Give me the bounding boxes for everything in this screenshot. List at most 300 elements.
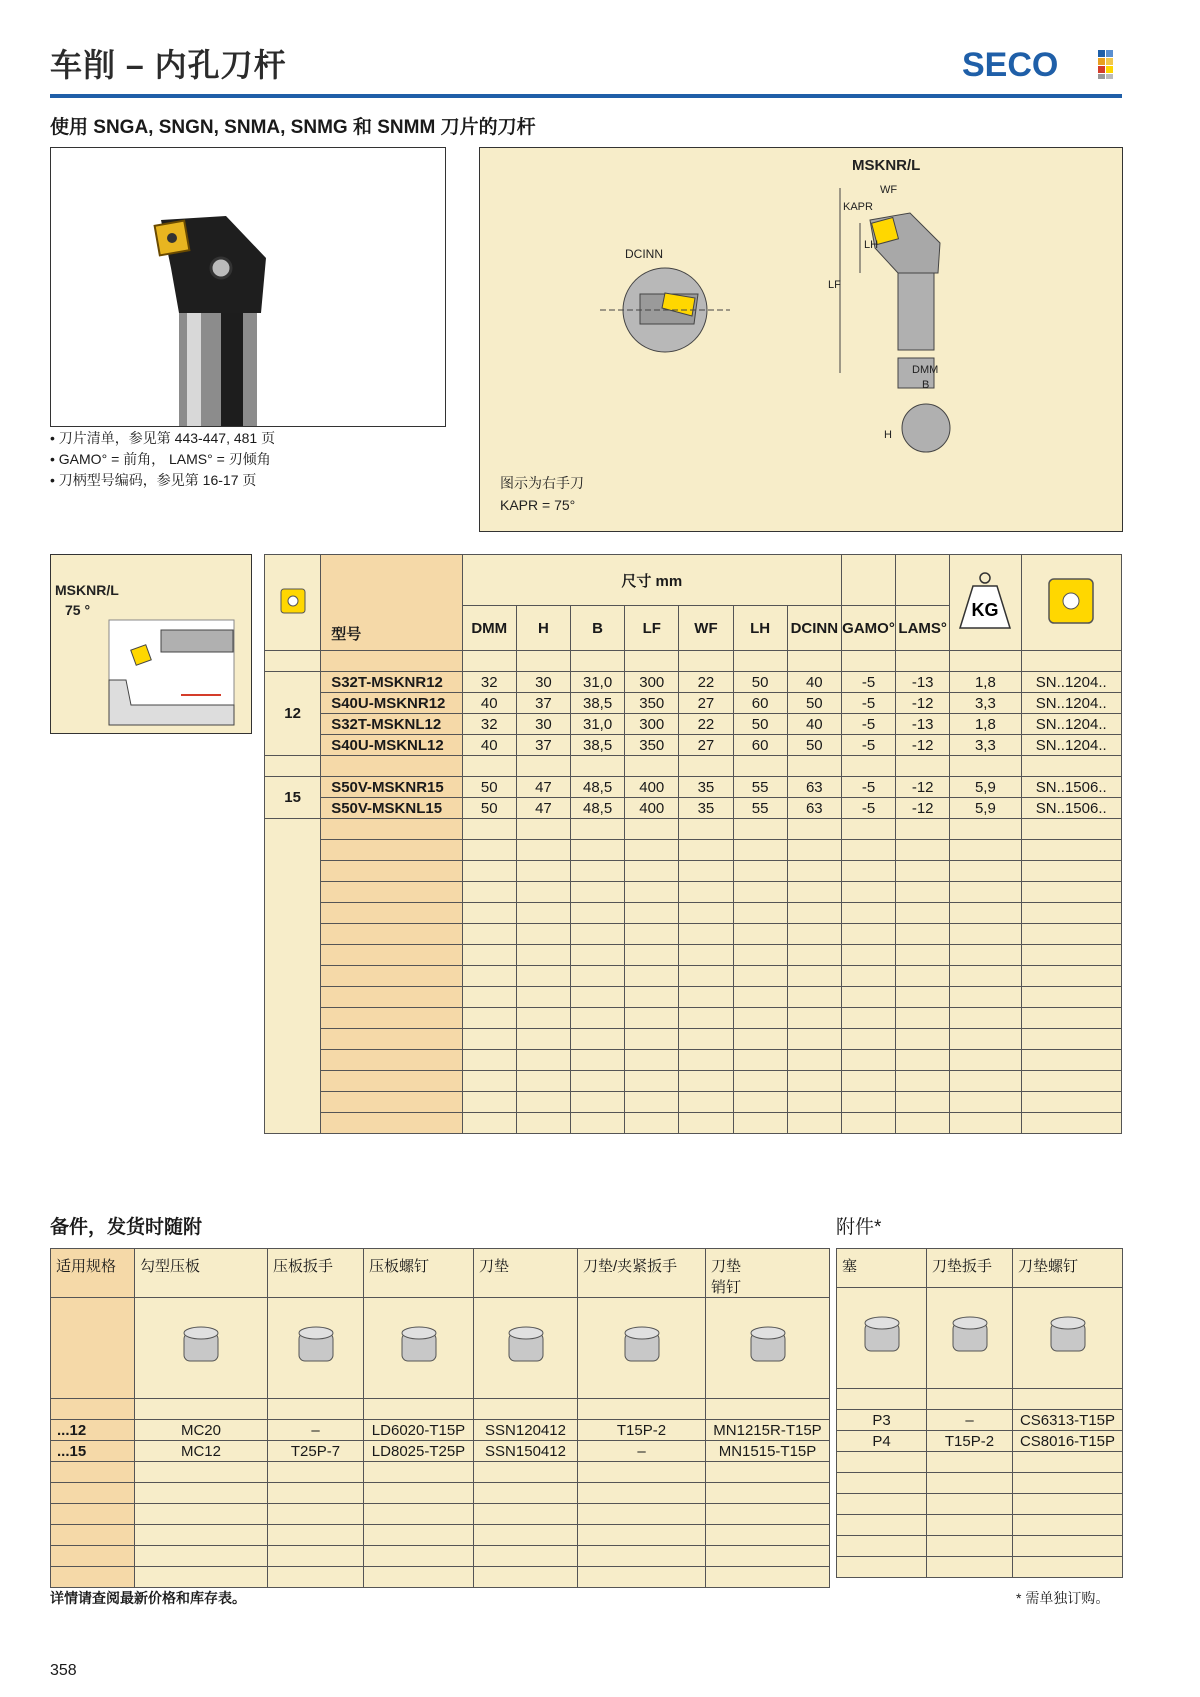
empty-cell xyxy=(474,1546,578,1567)
table-cell-empty xyxy=(787,1092,841,1113)
empty-cell xyxy=(578,1567,706,1588)
table-cell-empty xyxy=(950,945,1021,966)
empty-cell xyxy=(927,1389,1013,1410)
value-cell: -5 xyxy=(841,714,895,735)
table-cell-empty xyxy=(462,1092,516,1113)
value-cell: 48,5 xyxy=(571,777,625,798)
table-cell-empty xyxy=(571,840,625,861)
column-header-b: B xyxy=(571,606,625,651)
part-number-cell: P4 xyxy=(837,1431,927,1452)
table-cell-empty xyxy=(679,1050,733,1071)
model-cell-empty xyxy=(321,903,462,924)
table-cell-empty xyxy=(950,819,1021,840)
table-cell-empty xyxy=(896,966,950,987)
column-header-h: H xyxy=(516,606,570,651)
accessories-title: 附件* xyxy=(836,1217,882,1238)
table-cell-empty xyxy=(1021,651,1122,672)
table-cell-empty xyxy=(896,819,950,840)
table-cell-empty xyxy=(516,1050,570,1071)
empty-cell xyxy=(578,1462,706,1483)
table-cell-empty xyxy=(1021,924,1122,945)
model-cell: S32T-MSKNR12 xyxy=(321,672,462,693)
table-cell-empty xyxy=(841,924,895,945)
table-cell-empty xyxy=(1021,1113,1122,1134)
table-row xyxy=(265,714,1122,735)
value-cell: -5 xyxy=(841,735,895,756)
size-label: ...15 xyxy=(51,1441,135,1462)
empty-cell xyxy=(837,1389,927,1410)
table-cell-empty xyxy=(625,1008,679,1029)
value-cell: 50 xyxy=(462,798,516,819)
table-cell-empty xyxy=(679,924,733,945)
table-cell-empty xyxy=(1021,882,1122,903)
model-cell-empty xyxy=(321,840,462,861)
seco-logo xyxy=(962,44,1122,84)
value-cell: 63 xyxy=(787,777,841,798)
table-cell-empty xyxy=(516,987,570,1008)
table-row xyxy=(265,777,1122,798)
svg-text:LF: LF xyxy=(828,279,841,291)
svg-text:KAPR: KAPR xyxy=(843,201,873,213)
part-number-cell: LD6020-T15P xyxy=(364,1420,474,1441)
table-cell-empty xyxy=(1021,987,1122,1008)
table-cell-empty xyxy=(896,945,950,966)
page-title: 车削 – 内孔刀杆 xyxy=(50,47,287,83)
table-cell-empty xyxy=(516,819,570,840)
table-cell-empty xyxy=(841,987,895,1008)
value-cell: 63 xyxy=(787,798,841,819)
table-cell-empty xyxy=(516,651,570,672)
key-icon xyxy=(927,1288,1013,1389)
table-cell-empty xyxy=(679,819,733,840)
screw-icon xyxy=(1013,1288,1123,1389)
empty-cell xyxy=(1013,1536,1123,1557)
table-cell-empty xyxy=(516,1029,570,1050)
table-cell-empty xyxy=(841,861,895,882)
empty-cell xyxy=(706,1504,830,1525)
empty-cell xyxy=(1013,1515,1123,1536)
screw-icon xyxy=(384,1311,454,1381)
model-cell-empty xyxy=(321,651,462,672)
empty-cell xyxy=(135,1504,268,1525)
value-cell: 40 xyxy=(787,714,841,735)
svg-text:H: H xyxy=(884,429,892,441)
table-cell-empty xyxy=(571,1113,625,1134)
table-cell-empty xyxy=(679,756,733,777)
table-cell-empty xyxy=(896,1071,950,1092)
empty-cell xyxy=(135,1462,268,1483)
model-cell-empty xyxy=(321,924,462,945)
table-cell-empty xyxy=(841,1113,895,1134)
table-cell-empty xyxy=(571,945,625,966)
table-cell-empty xyxy=(733,1008,787,1029)
table-cell-empty xyxy=(571,651,625,672)
empty-cell xyxy=(927,1536,1013,1557)
table-cell-empty xyxy=(625,756,679,777)
table-cell-empty xyxy=(896,1050,950,1071)
table-cell-empty xyxy=(462,651,516,672)
table-cell-empty xyxy=(733,945,787,966)
value-cell: 3,3 xyxy=(950,735,1021,756)
empty-cell xyxy=(51,1567,135,1588)
square-insert-icon xyxy=(273,581,313,621)
table-cell-empty xyxy=(896,861,950,882)
table-cell-empty xyxy=(462,924,516,945)
table-cell-empty xyxy=(896,987,950,1008)
parts-row xyxy=(51,1420,830,1441)
table-cell-empty xyxy=(516,840,570,861)
page-subtitle: 使用 SNGA, SNGN, SNMA, SNMG 和 SNMM 刀片的刀杆 xyxy=(50,117,536,138)
note-item: • GAMO° = 前角， LAMS° = 刃倾角 xyxy=(50,449,275,470)
empty-cell xyxy=(927,1557,1013,1578)
size-label: ...12 xyxy=(51,1420,135,1441)
key-icon xyxy=(578,1298,706,1399)
pin-icon xyxy=(706,1298,830,1399)
table-cell-empty xyxy=(462,945,516,966)
boring-bar-image xyxy=(51,148,445,426)
model-cell-empty xyxy=(321,987,462,1008)
table-cell-empty xyxy=(733,840,787,861)
empty-cell xyxy=(51,1483,135,1504)
empty-cell xyxy=(364,1483,474,1504)
empty-cell xyxy=(927,1515,1013,1536)
table-cell-empty xyxy=(896,903,950,924)
table-cell-empty xyxy=(787,882,841,903)
value-cell: 50 xyxy=(733,672,787,693)
table-cell-empty xyxy=(462,987,516,1008)
value-cell: 22 xyxy=(679,714,733,735)
parts-column-header: 压板螺钉 xyxy=(364,1249,474,1298)
holder-table xyxy=(264,554,1122,1134)
table-cell-empty xyxy=(896,756,950,777)
empty-cell xyxy=(578,1483,706,1504)
value-cell: 35 xyxy=(679,798,733,819)
orientation-svg xyxy=(51,555,251,733)
model-column-header: 型号 xyxy=(321,555,462,651)
size-cell-empty xyxy=(265,819,321,1134)
empty-cell xyxy=(474,1525,578,1546)
parts-column-header: 勾型压板 xyxy=(135,1249,268,1298)
column-header-lf: LF xyxy=(625,606,679,651)
value-cell: 300 xyxy=(625,714,679,735)
table-cell-empty xyxy=(571,903,625,924)
table-cell-empty xyxy=(571,1050,625,1071)
empty-cell xyxy=(837,1515,927,1536)
table-cell-empty xyxy=(950,861,1021,882)
table-cell-empty xyxy=(896,1113,950,1134)
value-cell: 40 xyxy=(462,693,516,714)
table-cell-empty xyxy=(950,966,1021,987)
table-cell-empty xyxy=(841,882,895,903)
value-cell: 50 xyxy=(462,777,516,798)
part-number-cell: P3 xyxy=(837,1410,927,1431)
table-cell-empty xyxy=(733,651,787,672)
table-cell-empty xyxy=(896,924,950,945)
spare-parts-title: 备件，发货时随附 xyxy=(50,1217,203,1238)
wrench-icon xyxy=(281,1311,351,1381)
value-cell: 30 xyxy=(516,714,570,735)
table-cell-empty xyxy=(462,903,516,924)
table-cell-empty xyxy=(896,1008,950,1029)
table-cell-empty xyxy=(950,882,1021,903)
svg-text:图示为右手刀: 图示为右手刀 xyxy=(500,475,584,491)
empty-cell xyxy=(927,1473,1013,1494)
empty-cell xyxy=(364,1399,474,1420)
empty-cell xyxy=(135,1546,268,1567)
table-cell-empty xyxy=(950,1092,1021,1113)
table-cell-empty xyxy=(841,903,895,924)
parts-row xyxy=(51,1441,830,1462)
table-cell-empty xyxy=(950,1050,1021,1071)
table-cell-empty xyxy=(1021,1008,1122,1029)
table-cell-empty xyxy=(679,1092,733,1113)
empty-cell xyxy=(706,1567,830,1588)
empty-cell xyxy=(837,1557,927,1578)
table-cell-empty xyxy=(733,819,787,840)
table-cell-empty xyxy=(733,1071,787,1092)
table-cell-empty xyxy=(516,1008,570,1029)
header-rule xyxy=(50,94,1122,98)
table-cell-empty xyxy=(679,903,733,924)
table-cell-empty xyxy=(787,1050,841,1071)
part-number-cell: MC12 xyxy=(135,1441,268,1462)
table-cell-empty xyxy=(571,924,625,945)
table-cell-empty xyxy=(1021,840,1122,861)
table-cell-empty xyxy=(787,1008,841,1029)
table-cell-empty xyxy=(679,1071,733,1092)
svg-text:SECO: SECO xyxy=(962,46,1059,84)
insert-size-cell: 12 xyxy=(265,672,321,756)
table-cell-empty xyxy=(571,987,625,1008)
value-cell: 37 xyxy=(516,735,570,756)
table-cell-empty xyxy=(571,756,625,777)
table-cell-empty xyxy=(516,882,570,903)
key-icon xyxy=(607,1311,677,1381)
value-cell: -12 xyxy=(896,798,950,819)
column-header-lh: LH xyxy=(733,606,787,651)
value-cell: 40 xyxy=(787,672,841,693)
table-cell-empty xyxy=(462,819,516,840)
table-cell-empty xyxy=(950,756,1021,777)
value-cell: 27 xyxy=(679,735,733,756)
pin-icon xyxy=(733,1311,803,1381)
empty-cell xyxy=(364,1567,474,1588)
table-cell-empty xyxy=(571,1029,625,1050)
value-cell: 32 xyxy=(462,714,516,735)
table-cell-empty xyxy=(679,945,733,966)
screw-icon xyxy=(364,1298,474,1399)
value-cell: 47 xyxy=(516,798,570,819)
table-cell-empty xyxy=(1021,819,1122,840)
table-cell-empty xyxy=(462,840,516,861)
empty-cell xyxy=(927,1452,1013,1473)
empty-cell xyxy=(51,1298,135,1399)
empty-cell xyxy=(51,1399,135,1420)
column-header-gamo: GAMO° xyxy=(841,606,895,651)
table-cell-empty xyxy=(950,1113,1021,1134)
value-cell: -13 xyxy=(896,714,950,735)
accessories-container xyxy=(836,1248,1122,1578)
value-cell: -5 xyxy=(841,798,895,819)
parts-column-header: 刀垫螺钉 xyxy=(1013,1249,1123,1288)
table-cell-empty xyxy=(896,882,950,903)
value-cell: 47 xyxy=(516,777,570,798)
svg-text:MSKNR/L: MSKNR/L xyxy=(55,582,119,598)
table-cell-empty xyxy=(787,903,841,924)
table-cell-empty xyxy=(571,966,625,987)
empty-cell xyxy=(135,1567,268,1588)
part-number-cell: MN1215R-T15P xyxy=(706,1420,830,1441)
table-cell-empty xyxy=(733,1029,787,1050)
empty-cell xyxy=(268,1399,364,1420)
table-row xyxy=(265,693,1122,714)
table-cell-empty xyxy=(679,651,733,672)
table-cell-empty xyxy=(733,882,787,903)
table-cell-empty xyxy=(462,756,516,777)
part-number-cell: CS8016-T15P xyxy=(1013,1431,1123,1452)
parts-column-header: 塞 xyxy=(837,1249,927,1288)
value-cell: 350 xyxy=(625,693,679,714)
empty-cell xyxy=(837,1473,927,1494)
note-item: • 刀片清单，参见第 443-447, 481 页 xyxy=(50,428,275,449)
value-cell: 350 xyxy=(625,735,679,756)
part-number-cell: MC20 xyxy=(135,1420,268,1441)
table-cell-empty xyxy=(625,819,679,840)
empty-cell xyxy=(578,1546,706,1567)
column-header-lams: LAMS° xyxy=(896,606,950,651)
value-cell: 300 xyxy=(625,672,679,693)
svg-text:75 °: 75 ° xyxy=(65,602,91,618)
value-cell: 40 xyxy=(462,735,516,756)
empty-cell xyxy=(135,1525,268,1546)
screw-icon xyxy=(1033,1301,1103,1371)
empty-cell xyxy=(364,1546,474,1567)
table-cell-empty xyxy=(462,1008,516,1029)
size-cell-empty xyxy=(265,756,321,777)
empty-cell xyxy=(837,1536,927,1557)
weight-icon xyxy=(950,555,1021,651)
empty-cell xyxy=(706,1462,830,1483)
empty-cell xyxy=(474,1483,578,1504)
table-cell-empty xyxy=(950,1071,1021,1092)
table-row xyxy=(265,735,1122,756)
table-cell-empty xyxy=(625,924,679,945)
kg-weight-icon xyxy=(955,566,1015,636)
parts-column-header: 刀垫扳手 xyxy=(927,1249,1013,1288)
table-cell-empty xyxy=(1021,1029,1122,1050)
part-number-cell: LD8025-T25P xyxy=(364,1441,474,1462)
part-number-cell: T15P-2 xyxy=(927,1431,1013,1452)
model-cell-empty xyxy=(321,945,462,966)
svg-text:WF: WF xyxy=(880,184,898,196)
value-cell: SN..1506.. xyxy=(1021,798,1122,819)
table-cell-empty xyxy=(679,1008,733,1029)
model-cell: S40U-MSKNR12 xyxy=(321,693,462,714)
table-cell-empty xyxy=(571,861,625,882)
value-cell: 35 xyxy=(679,777,733,798)
empty-cell xyxy=(268,1462,364,1483)
table-cell-empty xyxy=(625,1113,679,1134)
insert-reference-icon xyxy=(1021,555,1122,651)
value-cell: -12 xyxy=(896,735,950,756)
model-cell-empty xyxy=(321,882,462,903)
key-icon xyxy=(935,1301,1005,1371)
model-cell-empty xyxy=(321,1071,462,1092)
table-cell-empty xyxy=(516,924,570,945)
footer-note: 详情请查阅最新价格和库存表。 xyxy=(50,1590,246,1606)
gamo-spacer xyxy=(841,555,895,606)
value-cell: 50 xyxy=(787,735,841,756)
part-number-cell: T25P-7 xyxy=(268,1441,364,1462)
table-cell-empty xyxy=(787,651,841,672)
table-cell-empty xyxy=(787,1071,841,1092)
value-cell: 55 xyxy=(733,777,787,798)
lams-spacer xyxy=(896,555,950,606)
table-cell-empty xyxy=(841,1071,895,1092)
table-cell-empty xyxy=(841,1029,895,1050)
table-cell-empty xyxy=(787,861,841,882)
shim-icon xyxy=(491,1311,561,1381)
value-cell: 400 xyxy=(625,777,679,798)
empty-cell xyxy=(1013,1494,1123,1515)
empty-cell xyxy=(706,1399,830,1420)
table-cell-empty xyxy=(787,1029,841,1050)
part-number-cell: CS6313-T15P xyxy=(1013,1410,1123,1431)
square-insert-icon xyxy=(1041,571,1101,631)
spare-parts-table xyxy=(50,1248,830,1588)
svg-text:MSKNR/L: MSKNR/L xyxy=(852,157,921,174)
model-cell-empty xyxy=(321,819,462,840)
table-cell-empty xyxy=(625,882,679,903)
model-cell-empty xyxy=(321,1050,462,1071)
table-cell-empty xyxy=(787,966,841,987)
empty-cell xyxy=(364,1462,474,1483)
svg-text:DMM: DMM xyxy=(912,364,939,376)
empty-cell xyxy=(474,1462,578,1483)
clamp-icon xyxy=(135,1298,268,1399)
empty-cell xyxy=(51,1462,135,1483)
table-cell-empty xyxy=(787,1113,841,1134)
table-cell-empty xyxy=(841,819,895,840)
value-cell: 50 xyxy=(787,693,841,714)
parts-column-header: 刀垫 销钉 xyxy=(706,1249,830,1298)
table-cell-empty xyxy=(787,819,841,840)
column-header-dcinn: DCINN xyxy=(787,606,841,651)
table-cell-empty xyxy=(679,987,733,1008)
table-cell-empty xyxy=(462,1029,516,1050)
table-cell-empty xyxy=(1021,1092,1122,1113)
model-cell: S40U-MSKNL12 xyxy=(321,735,462,756)
table-cell-empty xyxy=(733,903,787,924)
table-cell-empty xyxy=(1021,966,1122,987)
part-number-cell: MN1515-T15P xyxy=(706,1441,830,1462)
svg-text:KG: KG xyxy=(971,599,999,620)
table-cell-empty xyxy=(1021,903,1122,924)
table-cell-empty xyxy=(787,924,841,945)
empty-cell xyxy=(578,1504,706,1525)
notes-list xyxy=(50,428,275,491)
part-number-cell: SSN150412 xyxy=(474,1441,578,1462)
table-cell-empty xyxy=(625,1092,679,1113)
empty-cell xyxy=(268,1525,364,1546)
size-cell-empty xyxy=(265,651,321,672)
note-item: • 刀柄型号编码，参见第 16-17 页 xyxy=(50,470,275,491)
dimensions-group-header: 尺寸 mm xyxy=(462,555,841,606)
table-cell-empty xyxy=(462,1071,516,1092)
table-cell-empty xyxy=(1021,1050,1122,1071)
value-cell: 31,0 xyxy=(571,672,625,693)
value-cell: 1,8 xyxy=(950,714,1021,735)
